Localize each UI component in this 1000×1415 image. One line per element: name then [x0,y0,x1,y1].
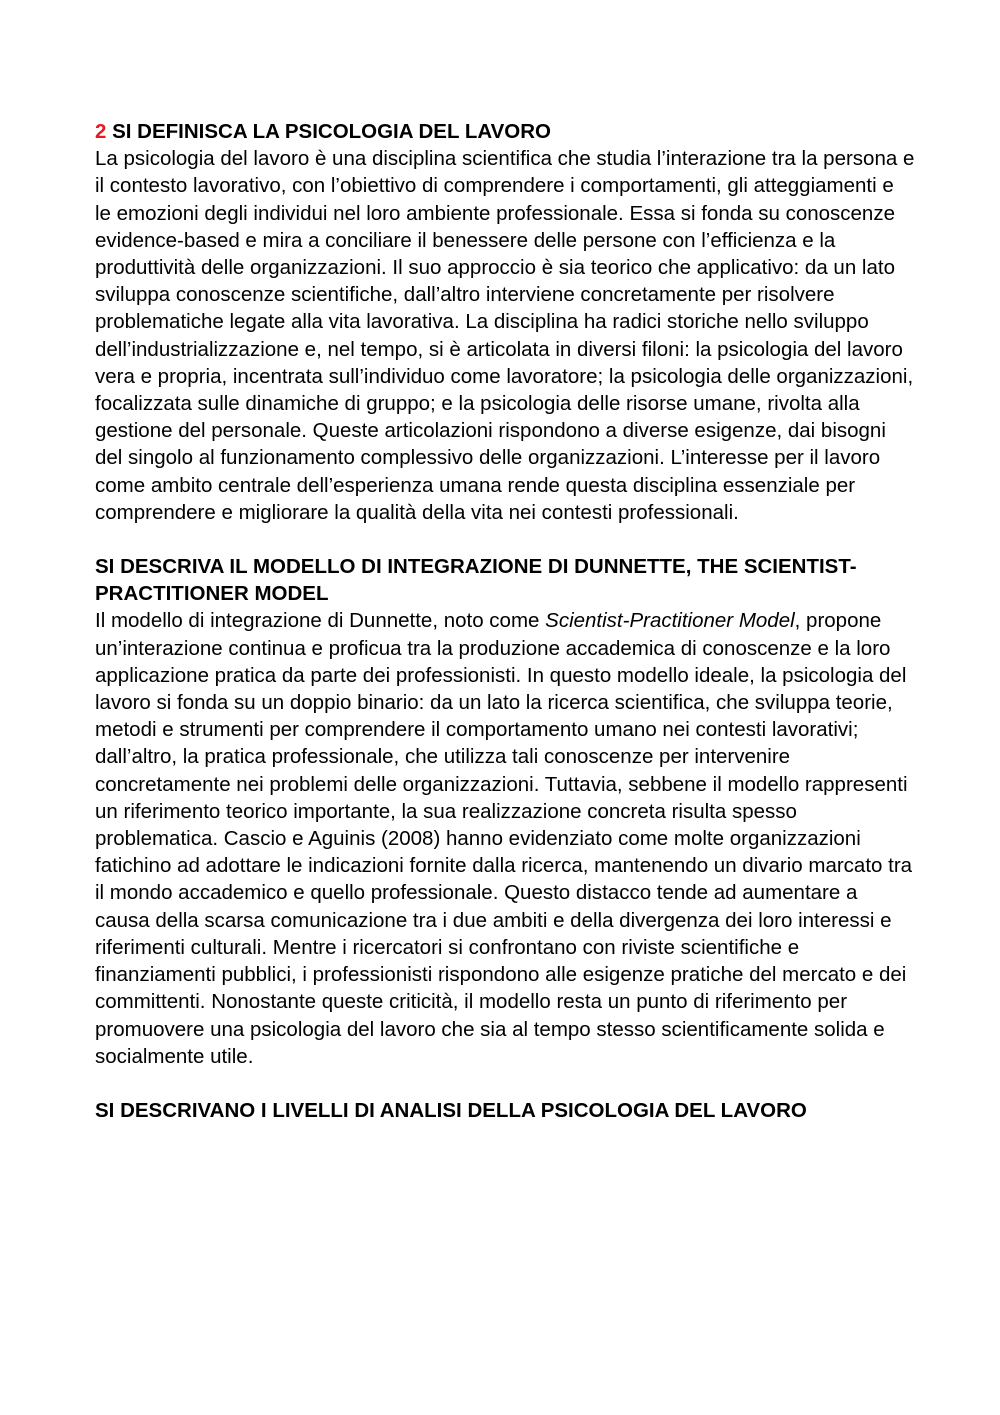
section-analysis-levels [95,1097,915,1124]
document-page [95,118,915,1124]
section-body: La psicologia del lavoro è una disciplina scientifica che studia l’interazione tra la persona e il contesto lavorativo, con l’obiettivo di comprendere i comportamenti, gli atteggiamenti e le emozioni degli individui nel loro ambiente professionale. Essa si fonda su conoscenze evidence-based e mira a conciliare il benessere delle persone con l’efficienza e la produttività delle organizzazioni. Il suo approccio è sia teorico che applicativo: da un lato sviluppa conoscenze scientifiche, dall’altro interviene concretamente per risolvere problematiche legate alla vita lavorativa. La disciplina ha radici storiche nello sviluppo dell’industrializzazione e, nel tempo, si è articolata in diversi filoni: la psicologia del lavoro vera e propria, incentrata sull’individuo come lavoratore; la psicologia delle organizzazioni, focalizzata sulle dinamiche di gruppo; e la psicologia delle risorse umane, rivolta alla gestione del personale. Queste articolazioni rispondono a diverse esigenze, dai bisogni del singolo al funzionamento complessivo delle organizzazioni. L’interesse per il lavoro come ambito centrale dell’esperienza umana rende questa disciplina essenziale per comprendere e migliorare la qualità della vita nei contesti professionali. [95,147,915,524]
paragraph-gap [95,1070,915,1097]
body-rest: , propone un’interazione continua e proficua tra la produzione accademica di conoscenze e la loro applicazione pratica da parte dei professionisti. In questo modello ideale, la psicologia del lavoro si fonda su un doppio binario: da un lato la ricerca scientifica, che sviluppa teorie, metodi e strumenti per comprendere il comportamento umano nei contesti lavorativi; dall’altro, la pratica professionale, che utilizza tali conoscenze per intervenire concretamente nei problemi delle organizzazioni. Tuttavia, sebbene il modello rappresenti un riferimento teorico importante, la sua realizzazione concreta risulta spesso problematica. Cascio e Aguinis (2008) hanno evidenziato come molte organizzazioni fatichino ad adottare le indicazioni fornite dalla ricerca, mantenendo un divario marcato tra il mondo accademico e quello professionale. Questo distacco tende ad aumentare a causa della scarsa comunicazione tra i due ambiti e della divergenza dei loro interessi e riferimenti culturali. Mentre i ricercatori si confrontano con riviste scientifiche e finanziamenti pubblici, i professionisti rispondono alle esigenze pratiche del mercato e dei committenti. Nonostante queste criticità, il modello resta un punto di riferimento per promuovere una psicologia del lavoro che sia al tempo stesso scientificamente solida e socialmente utile. [95,609,913,1068]
section-heading-text: SI DEFINISCA LA PSICOLOGIA DEL LAVORO [112,120,551,143]
body-intro: Il modello di integrazione di Dunnette, noto come [95,609,546,633]
section-body [95,607,915,1069]
section-heading [95,118,915,145]
section-heading: SI DESCRIVA IL MODELLO DI INTEGRAZIONE DI DUNNETTE, THE SCIENTIST-PRACTITIONER MODEL [95,555,857,606]
paragraph-gap [95,526,915,553]
section-number: 2 [95,120,107,143]
section-dunnette-model [95,553,915,1070]
section-heading: SI DESCRIVANO I LIVELLI DI ANALISI DELLA PSICOLOGIA DEL LAVORO [95,1098,807,1122]
body-italic-term: Scientist-Practitioner Model [545,609,795,633]
section-definition [95,118,915,526]
